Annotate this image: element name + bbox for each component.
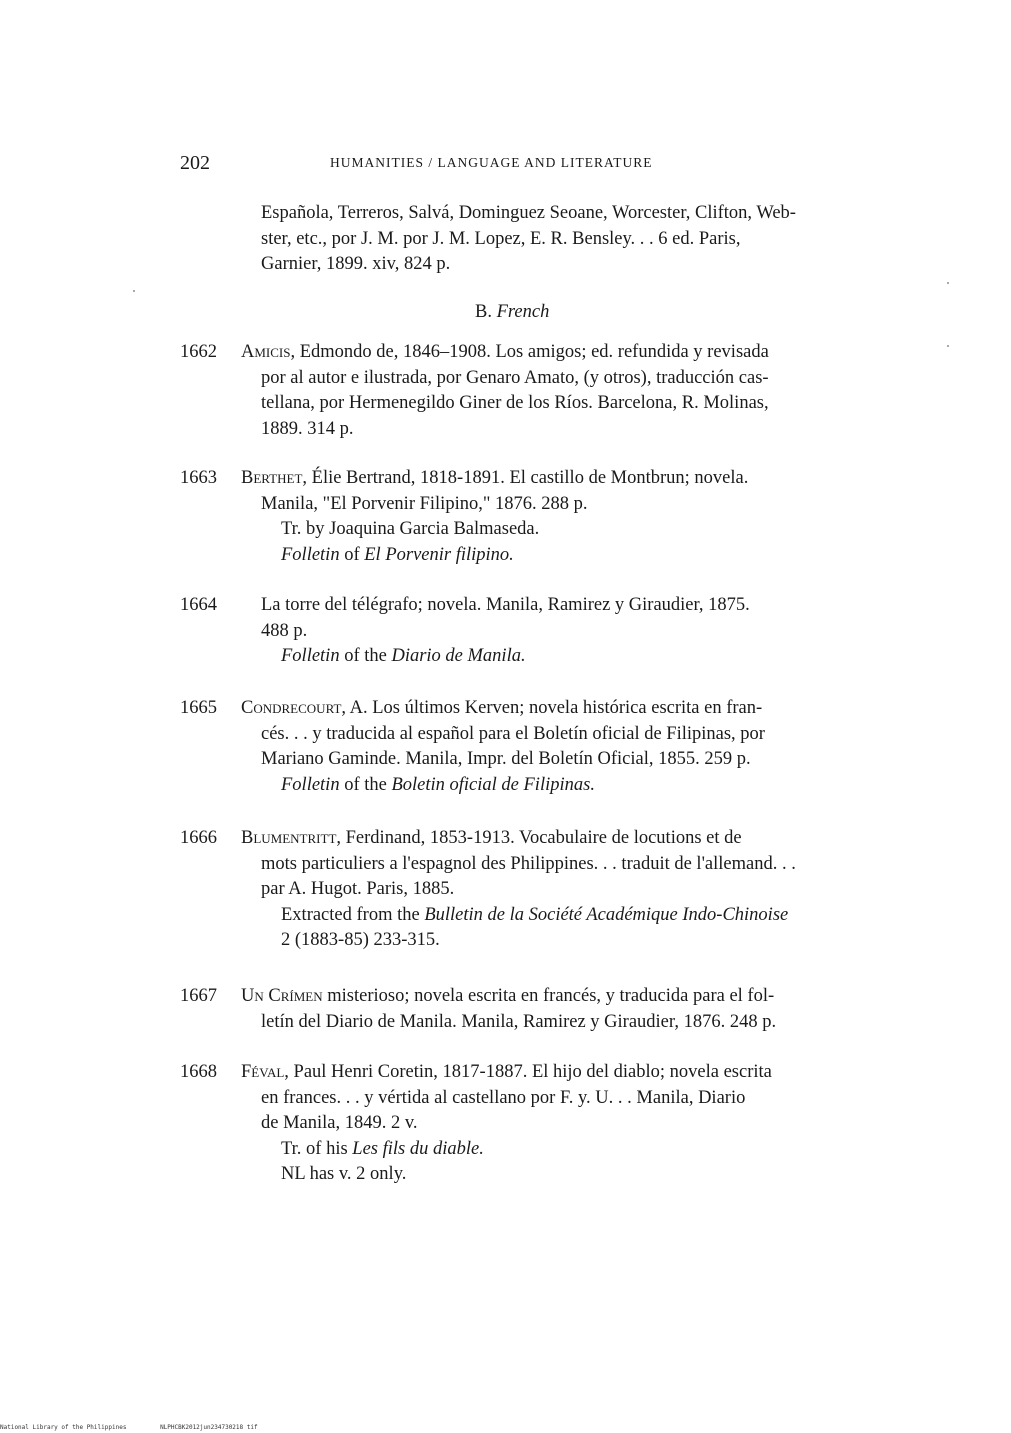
entry-number: 1665 — [180, 698, 217, 718]
entry-author: Berthet, — [241, 468, 308, 488]
entry-line: cés. . . y traducida al español para el Boletín oficial de Filipinas, por — [261, 723, 765, 744]
entry-line: Manila, "El Porvenir Filipino," 1876. 288 p. — [261, 493, 588, 514]
entry-line: 488 p. — [261, 620, 308, 641]
entry-note: NL has v. 2 only. — [281, 1164, 407, 1184]
continuation-line: Española, Terreros, Salvá, Dominguez Seoane, Worcester, Clifton, Web- — [261, 203, 796, 223]
entry-1668 — [241, 1060, 866, 1188]
entry-author: Condrecourt, — [241, 698, 347, 718]
entry-line: misterioso; novela escrita en francés, y traducida para el fol- — [322, 986, 775, 1006]
entry-author: Amicis, — [241, 342, 296, 362]
entry-author: Un Crímen — [241, 986, 323, 1006]
running-head: HUMANITIES / LANGUAGE AND LITERATURE — [330, 155, 653, 170]
note-italic: Folletin — [281, 774, 340, 795]
page-number: 202 — [180, 152, 210, 174]
scan-speck — [947, 282, 949, 284]
entry-number: 1668 — [180, 1062, 217, 1082]
entry-note — [241, 543, 866, 569]
entry-line: Edmondo de, 1846–1908. Los amigos; ed. refundida y revisada — [295, 342, 769, 362]
entry-1664 — [241, 593, 866, 670]
entry-number: 1662 — [180, 342, 217, 362]
entry-number: 1667 — [180, 986, 217, 1006]
entry-line: de Manila, 1849. 2 v. — [261, 1113, 418, 1133]
entry-note: Tr. by Joaquina Garcia Balmaseda. — [281, 519, 540, 539]
entry-line: par A. Hugot. Paris, 1885. — [261, 879, 455, 899]
note-italic: Diario de Manila. — [391, 646, 526, 666]
note-italic: El Porvenir filipino. — [364, 544, 514, 565]
entry-line: A. Los últimos Kerven; novela histórica escrita en fran- — [346, 698, 763, 718]
entry-1666 — [241, 826, 866, 954]
section-label: B. — [475, 302, 492, 322]
entry-author: Féval, — [241, 1062, 289, 1082]
entry-line: por al autor e ilustrada, por Genaro Amato, (y otros), traducción cas- — [261, 367, 769, 388]
entry-line: Mariano Gaminde. Manila, Impr. del Boletín Oficial, 1855. 259 p. — [261, 749, 751, 769]
continuation-line: ster, etc., por J. M. por J. M. Lopez, E. R. Bensley. . . 6 ed. Paris, — [261, 228, 741, 249]
continuation-line: Garnier, 1899. xiv, 824 p. — [261, 254, 451, 274]
footer-filename: NLPHCBK2012jun234730218 tif — [160, 1424, 258, 1431]
entry-line: mots particuliers a l'espagnol des Philippines. . . traduit de l'allemand. . . — [261, 853, 796, 874]
entry-note-cont: 2 (1883-85) 233-315. — [281, 930, 440, 950]
note-plain: of the — [339, 646, 392, 666]
entry-line: tellana, por Hermenegildo Giner de los Ríos. Barcelona, R. Molinas, — [261, 393, 769, 413]
entry-note — [241, 644, 866, 670]
entry-author: Blumentritt, — [241, 828, 342, 848]
section-heading — [475, 302, 549, 323]
entry-line: en frances. . . y vértida al castellano por F. y. U. . . Manila, Diario — [261, 1087, 746, 1108]
scan-footer — [0, 1424, 400, 1431]
entry-1662 — [241, 340, 866, 442]
entry-line: La torre del télégrafo; novela. Manila, Ramirez y Giraudier, 1875. — [261, 595, 750, 615]
note-italic: Folletin — [281, 646, 340, 666]
entry-line: Ferdinand, 1853-1913. Vocabulaire de locutions et de — [341, 828, 742, 848]
entry-number: 1666 — [180, 828, 217, 848]
page-header — [180, 152, 880, 180]
entry-1663 — [241, 466, 866, 568]
entry-note — [241, 903, 866, 929]
note-plain: of — [339, 544, 365, 565]
entry-line: Paul Henri Coretin, 1817-1887. El hijo del diablo; novela escrita — [288, 1062, 772, 1082]
note-italic: Bulletin de la Société Académique Indo-Chinoise — [424, 904, 789, 925]
entry-line: Élie Bertrand, 1818-1891. El castillo de Montbrun; novela. — [307, 468, 749, 488]
continuation-text — [241, 201, 866, 278]
section-title: French — [496, 302, 550, 322]
entry-1665 — [241, 696, 866, 798]
note-plain: of the — [339, 774, 392, 795]
entry-line: 1889. 314 p. — [261, 418, 354, 439]
entry-note — [241, 1137, 866, 1163]
note-italic: Les fils du diable. — [352, 1138, 484, 1159]
entry-line: letín del Diario de Manila. Manila, Ramirez y Giraudier, 1876. 248 p. — [261, 1011, 777, 1032]
entry-1667 — [241, 984, 866, 1035]
note-italic: Boletin oficial de Filipinas. — [391, 774, 595, 795]
note-plain: Tr. of his — [281, 1138, 353, 1159]
note-italic: Folletin — [281, 544, 340, 565]
note-plain: Extracted from the — [281, 904, 425, 925]
footer-source: National Library of the Philippines — [0, 1424, 127, 1431]
scan-speck — [947, 345, 949, 347]
entry-note — [241, 773, 866, 799]
entry-number: 1663 — [180, 468, 217, 488]
entry-number: 1664 — [180, 595, 217, 615]
scan-speck — [133, 290, 135, 292]
